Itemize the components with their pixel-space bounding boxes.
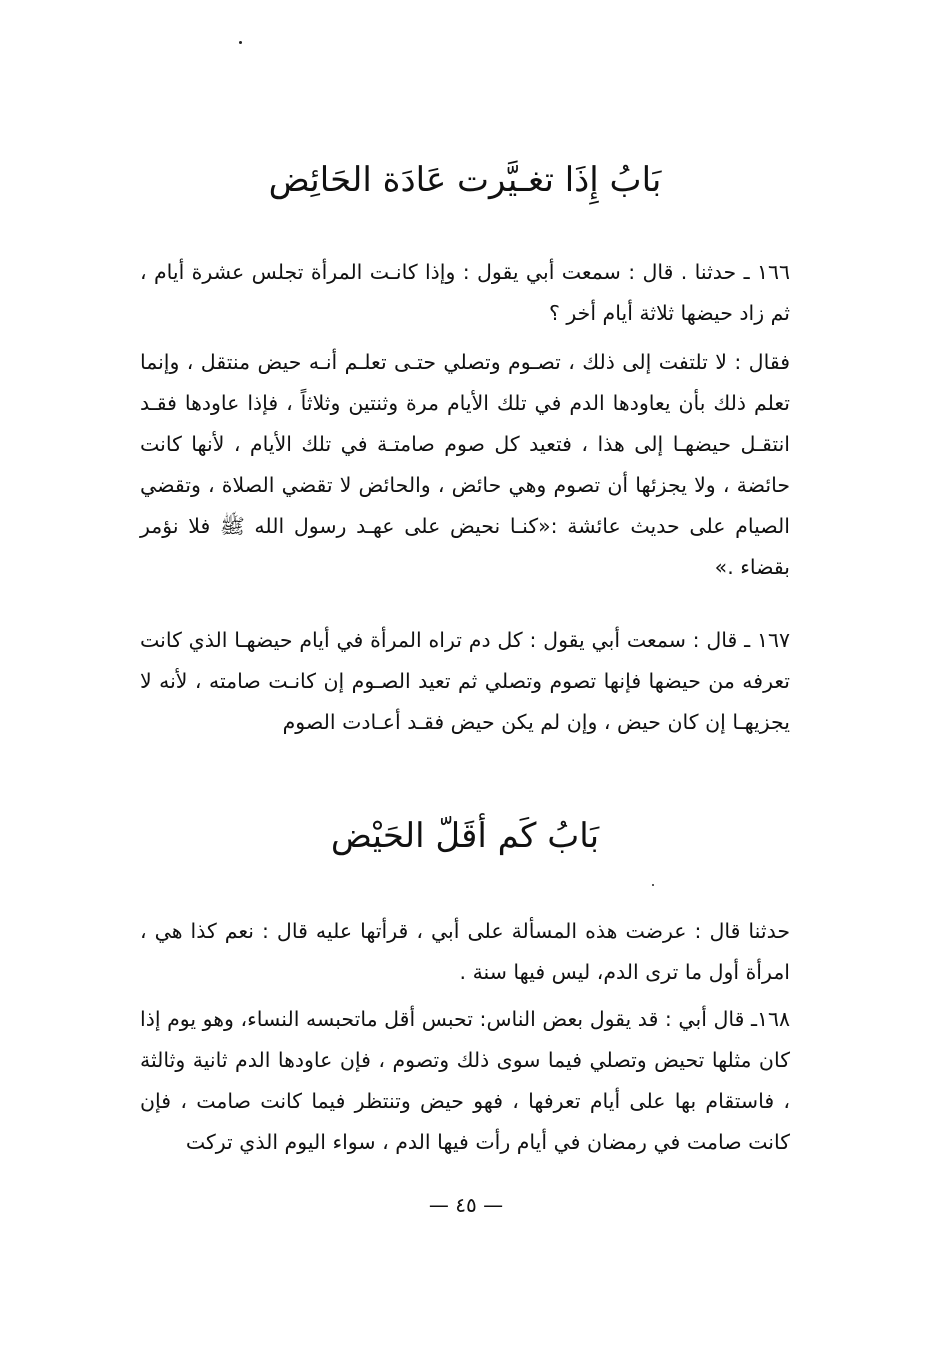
print-speck — [652, 884, 654, 886]
paragraph-narration: حدثنا قال : عرضت هذه المسألة على أبي ، قرأتها عليه قال : نعم كذا هي ، امرأة أول ما ترى الدم، ليس فيها سنة . — [140, 919, 790, 984]
print-speck — [239, 41, 242, 44]
chapter-title-menstrual-habit-change: بَابُ إِذَا تغـيَّرت عَادَة الحَائِض — [268, 160, 662, 200]
chapter-title-minimum-menstruation: بَابُ كَم أقَلّ الحَيْض — [330, 816, 600, 856]
paragraph-answer-166: فقال : لا تلتفت إلى ذلك ، تصـوم وتصلي حتـى تعلـم أنـه حيض منتقل ، وإنما تعلم ذلك بأن يعاودها الدم في تلك الأيام مرة وثنتين وثلاثاً ، فإذا عاودها فقـد انتقـل حيضهـا إلى هذا ، فتعيد كل صوم صامتـة في تلك الأيام ، لأنها كانت حائضة ، ولا يجزئها أن تصوم وهي حائض ، والحائض لا تقضي الصلاة ، وتقضي الصيام على حديث عائشة :«كنـا نحيض على عهـد رسول الله ﷺ فلا نؤمر بقضاء .» — [140, 350, 790, 579]
paragraph-168: ١٦٨ـ قال أبي : قد يقول بعض الناس: تحبس أقل ماتحبسه النساء، وهو يوم إذا كان مثلها تحيض وتصلي فيما سوى ذلك وتصوم ، فإن عاودها الدم ثانية وثالثة ، فاستقام بها على أيام تعرفها ، فهو حيض وتنتظر فيما كانت صامت ، فإن كانت صامت في رمضان في أيام رأت فيها الدم ، سواء اليوم الذي تركت — [140, 1007, 790, 1154]
paragraph-166: ١٦٦ ـ حدثنا . قال : سمعت أبي يقول : وإذا كانـت المرأة تجلس عشرة أيام ، ثم زاد حيضها ثلاثة أيام أخر ؟ — [140, 260, 790, 325]
page-number: — ٤٥ — — [428, 1193, 504, 1217]
paragraph-167: ١٦٧ ـ قال : سمعت أبي يقول : كل دم تراه المرأة في أيام حيضهـا الذي كانت تعرفه من حيضها فإنها تصوم وتصلي ثم تعيد الصـوم إن كانـت صامته ، لأنه لا يجزيهـا إن كان حيض ، وإن لم يكن حيض فقـد أعـادت الصوم — [140, 628, 790, 734]
